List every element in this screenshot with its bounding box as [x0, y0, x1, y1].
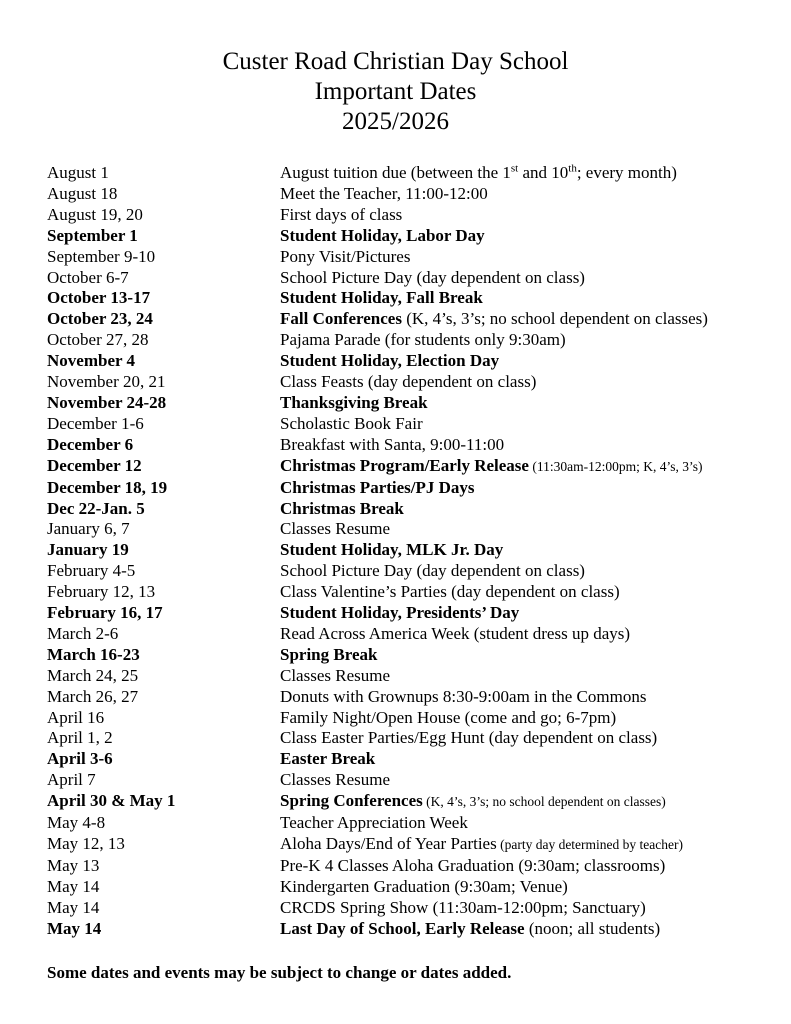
date-cell: March 16-23	[47, 644, 140, 664]
date-cell: December 6	[47, 434, 134, 454]
event-cell	[280, 645, 771, 666]
event-text-segment: Student Holiday, MLK Jr. Day	[280, 540, 504, 560]
event-cell	[280, 603, 771, 624]
event-text-segment: Christmas Parties/PJ Days	[280, 477, 475, 497]
event-cell	[280, 898, 771, 919]
event-text-segment: Aloha Days/End of Year Parties	[280, 834, 497, 853]
event-text-segment: First days of class	[280, 204, 403, 224]
date-cell: November 24-28	[47, 392, 167, 412]
event-cell	[280, 247, 771, 268]
event-cell	[280, 499, 771, 520]
date-row	[0, 435, 791, 456]
event-text-segment: Student Holiday, Election Day	[280, 351, 500, 371]
event-text-segment: Christmas Program/Early Release	[280, 455, 529, 475]
date-row	[0, 499, 791, 520]
event-text-segment: (noon; all students)	[524, 918, 661, 938]
date-row	[0, 645, 791, 666]
date-cell: August 19, 20	[47, 204, 143, 224]
event-text-segment: (K, 4’s, 3’s; no school dependent on classes)	[401, 309, 708, 329]
event-text-segment: Pony Visit/Pictures	[280, 246, 411, 266]
date-row	[0, 582, 791, 603]
date-cell: November 20, 21	[47, 372, 166, 392]
event-cell	[280, 519, 771, 540]
event-text-segment: (K, 4’s, 3’s; no school dependent on classes)	[422, 794, 666, 810]
date-row	[0, 898, 791, 919]
date-row	[0, 351, 791, 372]
event-cell	[280, 770, 771, 791]
date-row	[0, 666, 791, 687]
date-cell: May 14	[47, 876, 100, 896]
event-cell	[280, 540, 771, 561]
date-row	[0, 414, 791, 435]
date-cell: May 14	[47, 918, 102, 938]
event-cell	[280, 456, 771, 478]
dates-list	[0, 163, 791, 940]
date-row	[0, 624, 791, 645]
event-text-segment: Fall Conferences	[280, 309, 402, 329]
event-cell	[280, 478, 771, 499]
event-text-segment: Last Day of School, Early Release	[280, 918, 525, 938]
date-cell: February 12, 13	[47, 582, 156, 602]
date-cell: April 1, 2	[47, 728, 113, 748]
event-text-segment: and 10	[518, 163, 569, 182]
event-cell	[280, 163, 771, 184]
event-cell	[280, 834, 771, 856]
date-cell: April 3-6	[47, 749, 113, 769]
event-cell	[280, 687, 771, 708]
date-cell: April 7	[47, 770, 96, 790]
date-cell: October 23, 24	[47, 309, 153, 329]
event-cell	[280, 393, 771, 414]
date-cell: February 16, 17	[47, 603, 163, 623]
date-row	[0, 540, 791, 561]
event-text-segment: (party day determined by teacher)	[496, 837, 684, 852]
event-text-segment: Classes Resume	[280, 519, 391, 539]
event-cell	[280, 749, 771, 770]
date-cell: October 27, 28	[47, 330, 149, 350]
event-text-segment: Class Valentine’s Parties (day dependent on class)	[280, 582, 620, 602]
date-row	[0, 603, 791, 624]
date-row	[0, 770, 791, 791]
event-cell	[280, 666, 771, 687]
event-text-segment: Classes Resume	[280, 770, 391, 790]
event-cell	[280, 877, 771, 898]
event-text-segment: Donuts with Grownups 8:30-9:00am in the Commons	[280, 686, 647, 706]
event-cell	[280, 435, 771, 456]
date-row	[0, 834, 791, 856]
date-row	[0, 288, 791, 309]
event-text-segment: Easter Break	[280, 749, 376, 769]
event-cell	[280, 288, 771, 309]
date-cell: September 1	[47, 225, 138, 245]
event-text-segment: (11:30am-12:00pm; K, 4’s, 3’s)	[528, 458, 703, 474]
event-cell	[280, 205, 771, 226]
event-text-segment: th	[568, 162, 577, 175]
date-cell: May 12, 13	[47, 834, 125, 853]
event-cell	[280, 372, 771, 393]
date-row	[0, 330, 791, 351]
event-cell	[280, 708, 771, 729]
date-row	[0, 205, 791, 226]
event-text-segment: August tuition due (between the 1	[280, 163, 511, 182]
date-row	[0, 728, 791, 749]
date-cell: April 16	[47, 707, 105, 727]
event-text-segment: School Picture Day (day dependent on class)	[280, 267, 585, 287]
date-cell: December 1-6	[47, 413, 144, 433]
event-cell	[280, 184, 771, 205]
date-row	[0, 813, 791, 834]
event-text-segment: Teacher Appreciation Week	[280, 813, 468, 833]
date-cell: May 13	[47, 855, 100, 875]
event-cell	[280, 728, 771, 749]
event-cell	[280, 268, 771, 289]
event-text-segment: Spring Conferences	[280, 791, 423, 811]
event-text-segment: Read Across America Week (student dress up days)	[280, 623, 631, 643]
event-text-segment: Meet the Teacher, 11:00-12:00	[280, 183, 488, 203]
date-cell: August 1	[47, 163, 109, 182]
event-text-segment: Spring Break	[280, 644, 378, 664]
event-cell	[280, 414, 771, 435]
date-cell: May 14	[47, 897, 100, 917]
date-row	[0, 163, 791, 184]
event-text-segment: Kindergarten Graduation (9:30am; Venue)	[280, 876, 568, 896]
date-row	[0, 519, 791, 540]
event-text-segment: Pajama Parade (for students only 9:30am)	[280, 330, 566, 350]
event-cell	[280, 813, 771, 834]
date-cell: May 4-8	[47, 813, 106, 833]
event-cell	[280, 330, 771, 351]
date-row	[0, 919, 791, 940]
event-text-segment: Class Feasts (day dependent on class)	[280, 372, 537, 392]
date-cell: November 4	[47, 351, 135, 371]
event-text-segment: Scholastic Book Fair	[280, 413, 423, 433]
event-cell	[280, 309, 771, 330]
event-text-segment: Class Easter Parties/Egg Hunt (day dependent on class)	[280, 728, 658, 748]
event-cell	[280, 351, 771, 372]
date-row	[0, 226, 791, 247]
event-cell	[280, 791, 771, 813]
date-cell: March 2-6	[47, 623, 119, 643]
event-text-segment: Christmas Break	[280, 498, 404, 518]
date-cell: April 30 & May 1	[47, 791, 176, 811]
date-cell: Dec 22-Jan. 5	[47, 498, 145, 518]
event-cell	[280, 561, 771, 582]
event-cell	[280, 856, 771, 877]
date-cell: August 18	[47, 183, 118, 203]
event-cell	[280, 624, 771, 645]
date-cell: December 18, 19	[47, 477, 168, 497]
date-row	[0, 268, 791, 289]
date-cell: October 13-17	[47, 288, 151, 308]
date-cell: February 4-5	[47, 561, 136, 581]
event-text-segment: CRCDS Spring Show (11:30am-12:00pm; Sanctuary)	[280, 897, 646, 917]
page-title: Custer Road Christian Day School	[222, 48, 569, 75]
date-row	[0, 749, 791, 770]
date-row	[0, 561, 791, 582]
title-block	[0, 0, 791, 137]
date-row	[0, 856, 791, 877]
date-row	[0, 456, 791, 478]
event-text-segment: Classes Resume	[280, 665, 391, 685]
school-year: 2025/2026	[342, 108, 449, 135]
date-row	[0, 372, 791, 393]
date-cell: March 24, 25	[47, 665, 139, 685]
date-cell: December 12	[47, 455, 142, 475]
event-text-segment: Pre-K 4 Classes Aloha Graduation (9:30am; classrooms)	[280, 855, 666, 875]
date-row	[0, 247, 791, 268]
event-text-segment: Student Holiday, Fall Break	[280, 288, 483, 308]
event-cell	[280, 226, 771, 247]
date-cell: March 26, 27	[47, 686, 139, 706]
date-row	[0, 393, 791, 414]
event-cell	[280, 919, 771, 940]
date-row	[0, 309, 791, 330]
event-text-segment: ; every month)	[576, 163, 677, 182]
event-text-segment: Breakfast with Santa, 9:00-11:00	[280, 434, 505, 454]
event-text-segment: Student Holiday, Presidents’ Day	[280, 603, 520, 623]
event-text-segment: Student Holiday, Labor Day	[280, 225, 485, 245]
event-cell	[280, 582, 771, 603]
event-text-segment: Thanksgiving Break	[280, 392, 428, 412]
date-row	[0, 184, 791, 205]
event-text-segment: st	[510, 162, 519, 175]
event-text-segment: Family Night/Open House (come and go; 6-7pm)	[280, 707, 617, 727]
event-text-segment: School Picture Day (day dependent on class)	[280, 561, 585, 581]
date-row	[0, 791, 791, 813]
date-cell: October 6-7	[47, 267, 129, 287]
page-subtitle: Important Dates	[314, 78, 477, 105]
footer-note: Some dates and events may be subject to change or dates added.	[47, 962, 512, 982]
date-row	[0, 708, 791, 729]
date-row	[0, 877, 791, 898]
date-cell: September 9-10	[47, 246, 156, 266]
date-row	[0, 478, 791, 499]
date-row	[0, 687, 791, 708]
date-cell: January 6, 7	[47, 519, 130, 539]
date-cell: January 19	[47, 540, 129, 560]
